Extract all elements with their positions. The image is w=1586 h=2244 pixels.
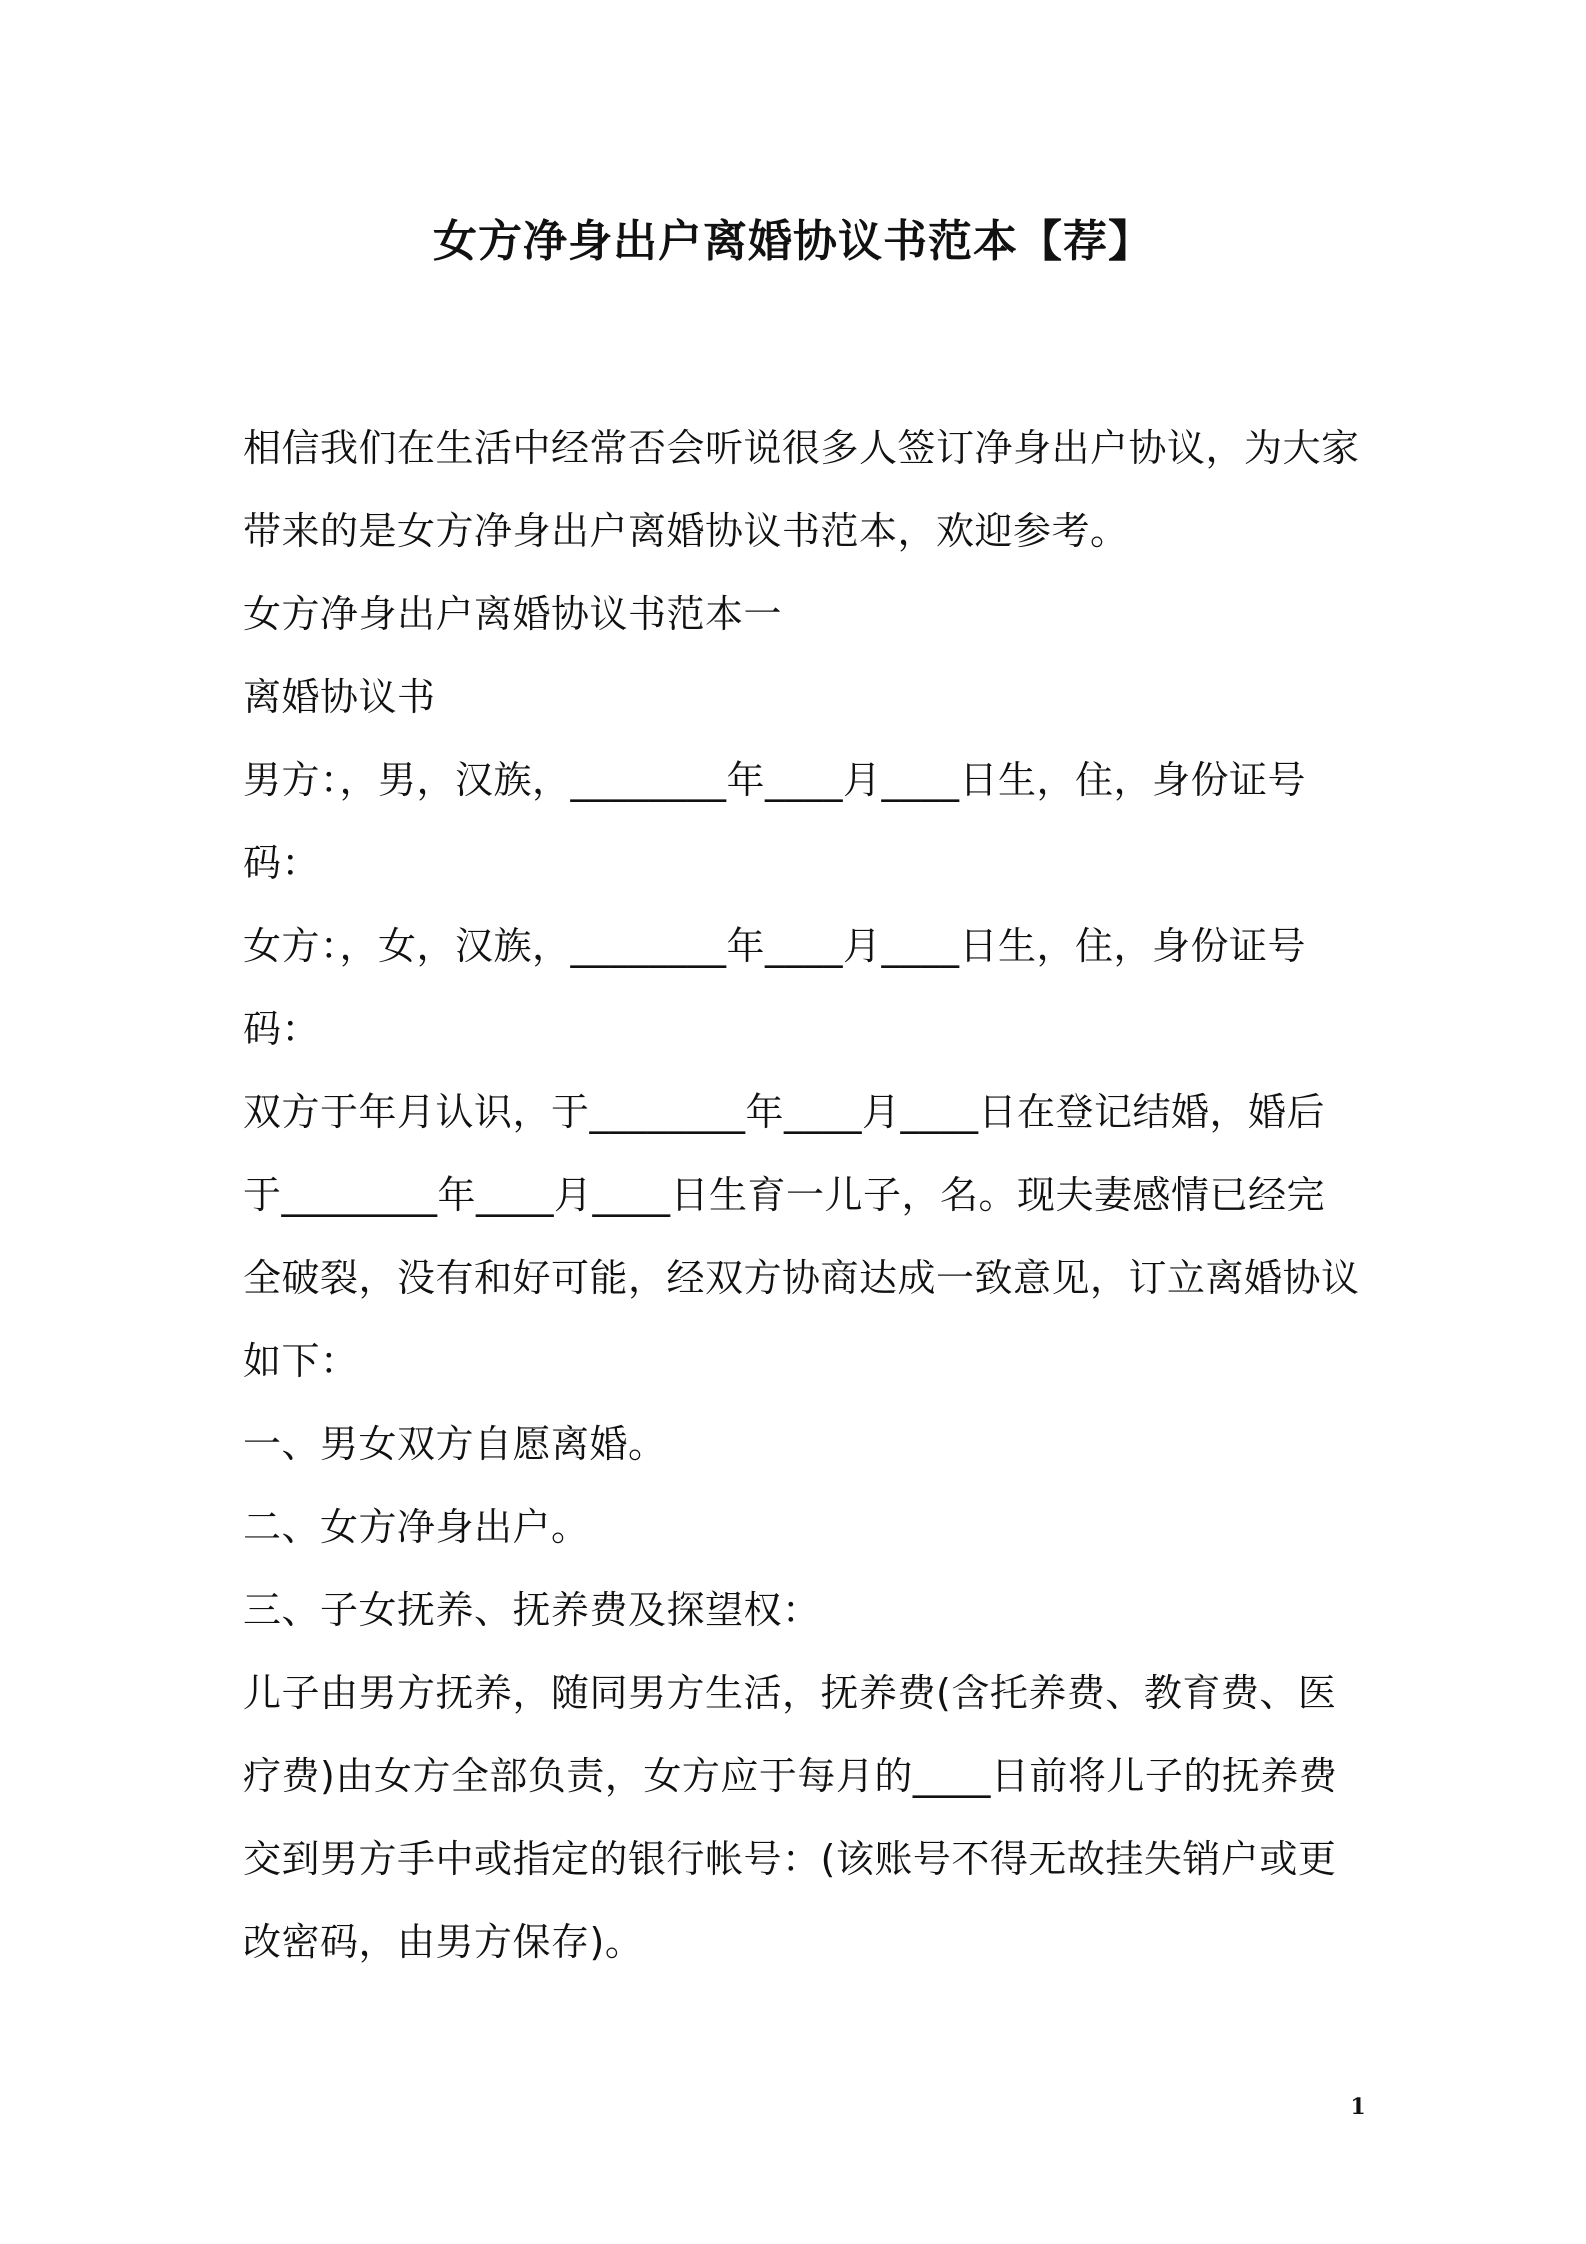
clause-3: 三、子女抚养、抚养费及探望权： bbox=[243, 1588, 821, 1632]
clause-1: 一、男女双方自愿离婚。 bbox=[243, 1422, 667, 1466]
male-party-line: 男方：，男，汉族，________年____月____日生，住，身份证号码： bbox=[243, 758, 1307, 885]
child-support-paragraph: 儿子由男方抚养，随同男方生活，抚养费(含托养费、教育费、医疗费)由女方全部负责，女方应于每月的____日前将儿子的抚养费交到男方手中或指定的银行帐号：(该账号不得无故挂失销户或更改密码，由男方保存)。 bbox=[243, 1671, 1338, 1964]
agreement-heading: 离婚协议书 bbox=[243, 675, 436, 719]
section-heading: 女方净身出户离婚协议书范本一 bbox=[243, 592, 783, 636]
clause-2: 二、女方净身出户。 bbox=[243, 1505, 590, 1549]
document-body bbox=[243, 407, 1363, 1984]
page-number: 1 bbox=[1350, 2094, 1366, 2120]
marriage-background-paragraph: 双方于年月认识，于________年____月____日在登记结婚，婚后于________年____月____日生育一儿子，名。现夫妻感情已经完全破裂，没有和好可能，经双方协商达成一致意见，订立离婚协议如下： bbox=[243, 1090, 1360, 1383]
female-party-line: 女方：，女，汉族，________年____月____日生，住，身份证号码： bbox=[243, 924, 1307, 1051]
intro-paragraph: 相信我们在生活中经常否会听说很多人签订净身出户协议，为大家带来的是女方净身出户离婚协议书范本，欢迎参考。 bbox=[243, 426, 1360, 553]
document-title: 女方净身出户离婚协议书范本【荐】 bbox=[433, 216, 1153, 267]
